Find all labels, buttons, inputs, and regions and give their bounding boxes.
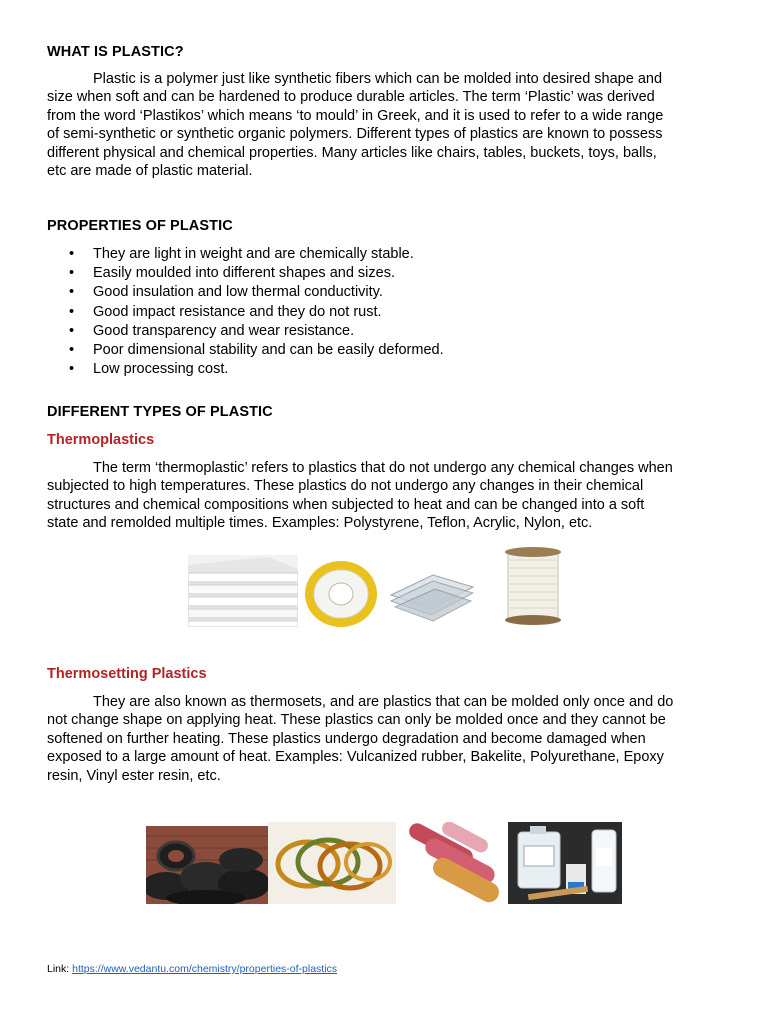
list-item: • Low processing cost. <box>47 360 444 379</box>
polystyrene-sheets-image <box>188 555 298 627</box>
heading-properties-of-plastic: PROPERTIES OF PLASTIC <box>47 218 233 234</box>
list-item: • Poor dimensional stability and can be easily deformed. <box>47 341 444 360</box>
bakelite-bangles-image <box>268 822 396 904</box>
source-link[interactable]: https://www.vedantu.com/chemistry/properties-of-plastics <box>72 963 338 975</box>
paragraph-thermoplastics: The term ‘thermoplastic’ refers to plastics that do not undergo any chemical changes when subjected to high temperatures. These plastics do not undergo any changes in their chemical structures and chemical compositions when subjected to heat and can be changed into a soft state and remolded multiple times. Examples: Polystyrene, Teflon, Acrylic, Nylon, etc. <box>47 460 673 532</box>
polyurethane-rods-image <box>400 822 506 904</box>
source-link-line <box>47 963 337 975</box>
nylon-spool-image <box>488 542 578 628</box>
list-item: • Good transparency and wear resistance. <box>47 322 444 341</box>
list-item: • They are light in weight and are chemically stable. <box>47 245 444 264</box>
heading-what-is-plastic: WHAT IS PLASTIC? <box>47 44 184 60</box>
bullet-icon: • <box>69 361 75 378</box>
paragraph-what-is-plastic: Plastic is a polymer just like synthetic fibers which can be molded into desired shape and size when soft and can be hardened to produce durable articles. The term ‘Plastic’ was derived from the word ‘Plastikos’ which means ‘to mould’ in Greek, and it is used to refer to a wide range of semi-synthetic or synthetic organic polymers. Different types of plastics are known to possess different physical and chemical properties. Many articles like chairs, tables, buckets, toys, balls, etc are made of plastic material. <box>47 71 664 180</box>
link-label: Link: <box>47 963 70 975</box>
acrylic-sheets-image <box>387 565 475 623</box>
subheading-thermosetting-plastics: Thermosetting Plastics <box>47 666 207 682</box>
tires-image <box>146 826 268 904</box>
subheading-thermoplastics: Thermoplastics <box>47 432 155 448</box>
epoxy-resin-image <box>508 822 622 904</box>
list-item: • Easily moulded into different shapes and sizes. <box>47 264 444 283</box>
list-item: • Good insulation and low thermal conductivity. <box>47 283 444 302</box>
paragraph-thermosetting-plastics: They are also known as thermosets, and are plastics that can be molded only once and do not change shape on applying heat. These plastics can only be molded once and they cannot be softened on further heating. These plastics undergo degradation and become damaged when exposed to a large amount of heat. Examples: Vulcanized rubber, Bakelite, Polyurethane, Epoxy resin, Vinyl ester resin, etc. <box>47 694 674 784</box>
bullet-icon: • <box>69 246 75 262</box>
heading-different-types-of-plastic: DIFFERENT TYPES OF PLASTIC <box>47 404 273 420</box>
list-item: • Good impact resistance and they do not rust. <box>47 303 444 322</box>
bullet-icon: • <box>69 284 75 301</box>
bullet-icon: • <box>69 322 75 339</box>
teflon-tape-image <box>300 553 382 631</box>
properties-list <box>47 245 444 379</box>
bullet-icon: • <box>69 341 75 358</box>
bullet-icon: • <box>69 303 75 320</box>
bullet-icon: • <box>69 265 75 282</box>
